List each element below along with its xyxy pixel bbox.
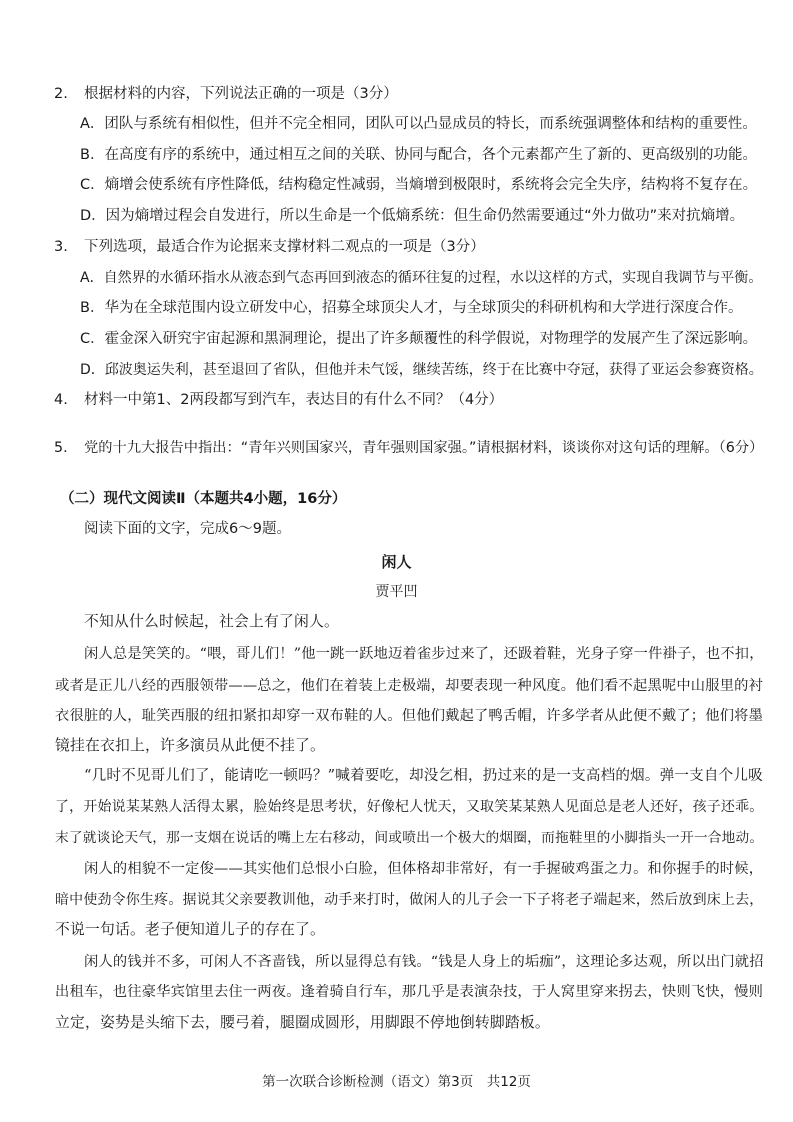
question-3-option-b: B．华为在全球范围内设立研发中心，招募全球顶尖人才，与全球顶尖的科研机构和大学进行深度合作。 (80, 300, 743, 316)
article-line: 暗中使劲令你生疼。据说其父亲要教训他，动手来打时，做闲人的儿子会一下子将老子端起来，然后放到床上去， (55, 892, 764, 908)
question-2-option-c: C．熵增会使系统有序性降低，结构稳定性减弱，当熵增到极限时，系统将会完全失序，结构将不复存在。 (80, 177, 758, 193)
question-3-option-d: D．邱波奥运失利，甚至退回了省队，但他并未气馁，继续苦练，终于在比赛中夺冠，获得了亚运会参赛资格。 (80, 362, 763, 378)
article-line: 闲人的钱并不多，可闲人不吝啬钱，所以显得总有钱。“钱是人身上的垢痂”，这理论多达观，所以出门就招 (84, 954, 764, 970)
article-line: 末了就谈论天气，那一支烟在说话的嘴上左右移动，间或喷出一个极大的烟圈，而拖鞋里的小脚指头一开一合地动。 (55, 830, 764, 846)
question-5-number: 5. (54, 440, 68, 456)
article-line: 闲人的相貌不一定俊——其实他们总恨小白脸，但体格却非常好，有一手握破鸡蛋之力。和你握手的时候， (84, 861, 764, 877)
article-line: “几时不见哥儿们了，能请吃一顿吗？”喊着要吃，却没乞相，扔过来的是一支高档的烟。弹一支自个儿吸 (84, 767, 763, 784)
section-instruction: 阅读下面的文字，完成6～9题。 (84, 521, 291, 537)
article-line: 立定，姿势是头缩下去，腰弓着，腿圈成圆形，用脚跟不停地倒转脚踏板。 (55, 1014, 550, 1031)
question-2-option-d: D．因为熵增过程会自发进行，所以生命是一个低熵系统：但生命仍然需要通过“外力做功”来对抗熵增。 (80, 208, 745, 224)
article-author: 贾平凹 (375, 584, 418, 600)
page-footer: 第一次联合诊断检测（语文）第3页 共12页 (262, 1074, 531, 1090)
question-3-stem: 3. 下列选项，最适合作为论据来支撑材料二观点的一项是（3分） (54, 239, 485, 255)
article-line: 不说一句话。老子便知道儿子的存在了。 (55, 921, 325, 938)
question-2-stem: 2. 根据材料的内容，下列说法正确的一项是（3分） (54, 86, 398, 102)
article-line: 了，开始说某某熟人活得太累，脸始终是思考状，好像杞人忧天，又取笑某某熟人见面总是老人还好，孩子还乖。 (55, 799, 764, 815)
article-line: 镜挂在衣扣上，许多演员从此便不挂了。 (55, 737, 325, 754)
question-5-stem: 5. 党的十九大报告中指出：“青年兴则国家兴，青年强则国家强。”请根据材料，谈谈你对这句话的理解。（6分） (54, 440, 764, 456)
section-heading: （二）现代文阅读Ⅱ（本题共4小题，16分） (60, 491, 347, 507)
question-3-option-c: C．霍金深入研究宇宙起源和黑洞理论，提出了许多颠覆性的科学假说，对物理学的发展产生了深远影响。 (80, 331, 758, 347)
question-2-option-a: A．团队与系统有相似性，但并不完全相同，团队可以凸显成员的特长，而系统强调整体和结构的重要性。 (80, 116, 757, 132)
article-line: 衣很脏的人，耻笑西服的纽扣紧扣却穿一双布鞋的人。但他们戴起了鸭舌帽，许多学者从此便不戴了；他们将墨 (55, 708, 764, 724)
question-2-option-b: B．在高度有序的系统中，通过相互之间的关联、协同与配合，各个元素都产生了新的、更高级别的功能。 (80, 147, 757, 163)
article-title: 闲人 (381, 553, 412, 571)
article-line: 或者是正儿八经的西服领带——总之，他们在着装上走极端，却要表现一种风度。他们看不起黑呢中山服里的衬 (55, 678, 764, 694)
question-4-stem: 4. 材料一中第1、2两段都写到汽车，表达目的有什么不同？（4分） (54, 392, 504, 408)
article-line: 闲人总是笑笑的。“喂，哥儿们！”他一跳一跃地迈着雀步过来了，还趿着鞋，光身子穿一件褂子，也不扣， (84, 646, 764, 662)
question-4-number: 4. (54, 392, 68, 408)
question-2-number: 2. (54, 86, 68, 102)
article-line: 出租车，也往豪华宾馆里去住一两夜。逢着骑自行车，那几乎是表演杂技，于人窝里穿来拐去，快则飞快，慢则 (55, 984, 764, 1000)
article-line: 不知从什么时候起，社会上有了闲人。 (84, 613, 339, 630)
question-3-number: 3. (54, 239, 68, 255)
question-3-option-a: A．自然界的水循环指水从液态到气态再回到液态的循环往复的过程，水以这样的方式，实现自我调节与平衡。 (80, 270, 763, 286)
